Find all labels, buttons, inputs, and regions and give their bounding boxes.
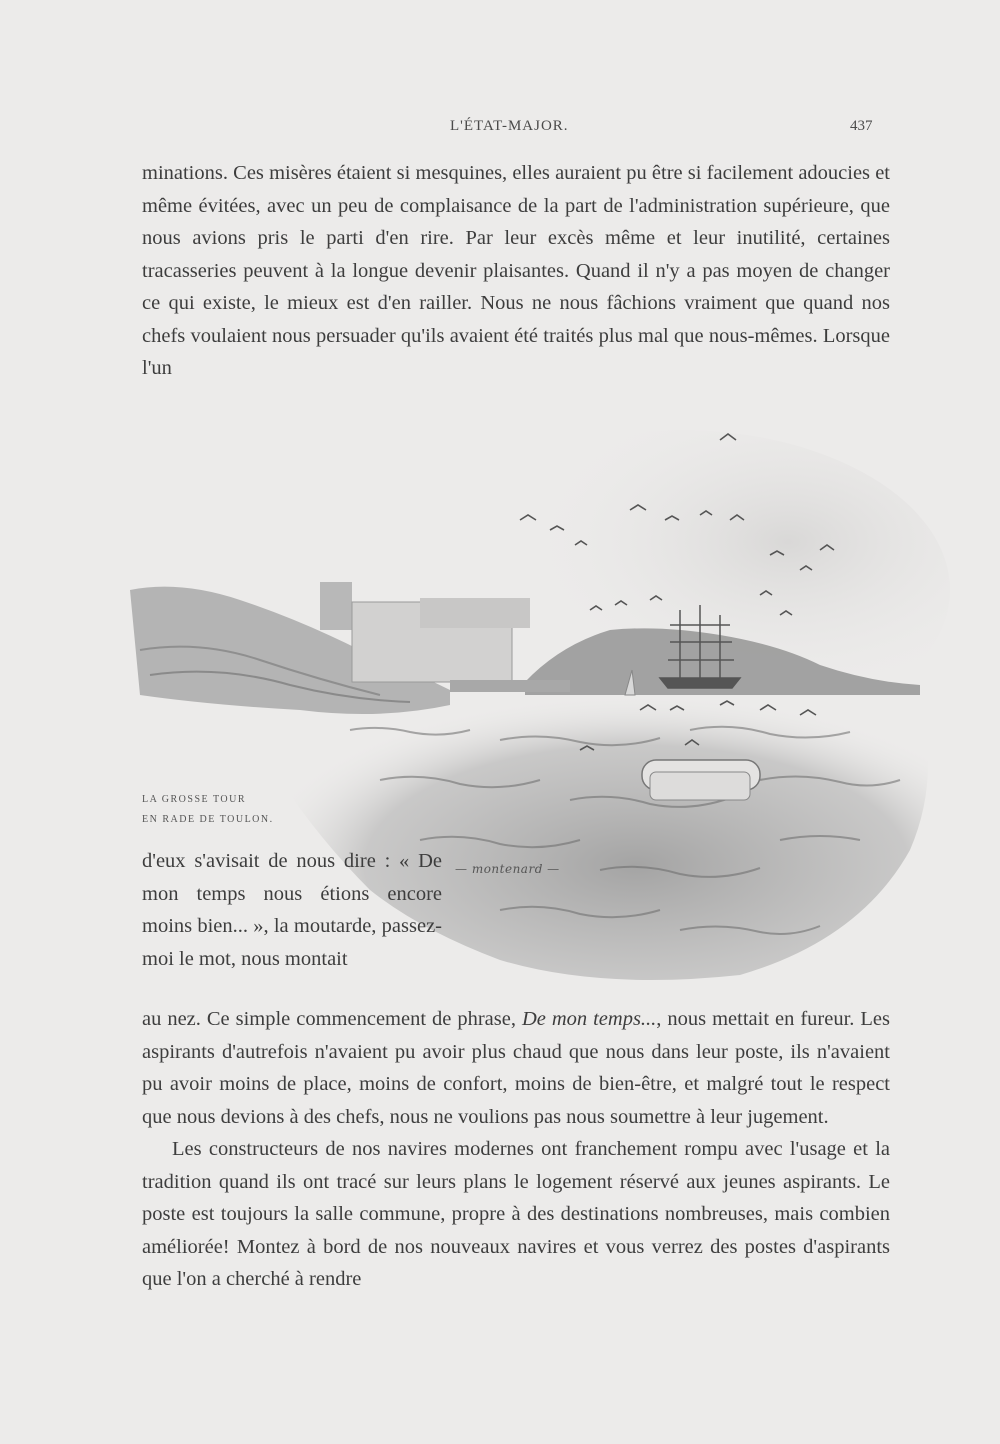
wrap-paragraph: d'eux s'avisait de nous dire : « De mon temps nous étions encore moins bien... », la moutarde, passez-moi le mot, nous montait — [142, 850, 442, 970]
artist-signature: — montenard — — [455, 862, 560, 876]
continuation-part-1: au nez. Ce simple commencement de phrase, — [142, 1008, 522, 1030]
last-paragraph: Les constructeurs de nos navires modernes ont franchement rompu avec l'usage et la tradition quand ils ont tracé sur leurs plans le logement réservé aux jeunes aspirants. Le poste est toujours la salle commune, propre à des destinations nombreuses, mais combien améliorée! Montez à bord de nos nouveaux navires et vous verrez des postes d'aspirants que l'on a cherché à rendre — [142, 1138, 890, 1290]
continuation-part-2: , nous mettait en fureur. Les aspirants d'autrefois n'avaient pu avoir plus chaud que nous dans leur poste, ils n'avaient pu avoir moins de place, moins de confort, moins de bien-être, et malgré tout le respect que nous devions à des chefs, nous ne voulions pas nous soumettre à leur jugement. — [142, 1008, 890, 1128]
caption-line-1: LA GROSSE TOUR — [142, 794, 246, 805]
continuation-italic: De mon temps... — [521, 1008, 657, 1030]
top-text-block — [142, 157, 890, 385]
wrap-text-block — [142, 845, 442, 975]
tower — [320, 582, 352, 630]
running-head — [0, 118, 1000, 142]
top-paragraph: minations. Ces misères étaient si mesquines, elles auraient pu être si facilement adoucies et même évitées, avec un peu de complaisance de la part de l'administration supérieure, que nous avions pris le parti d'en rire. Par leur excès même et leur inutilité, certaines tracasseries peuvent à la longue devenir plaisantes. Quand il n'y a pas moyen de changer ce qui existe, le mieux est d'en railler. Nous ne nous fâchions vraiment que quand nos chefs voulaient nous persuader qu'ils avaient été traités plus mal que nous-mêmes. Lorsque l'un — [142, 162, 890, 379]
page-number: 437 — [850, 118, 873, 134]
continuation-paragraph — [142, 1003, 890, 1133]
bottom-text-block — [142, 1003, 890, 1296]
caption-line-2: EN RADE DE TOULON. — [142, 814, 274, 825]
illustration-caption — [142, 790, 312, 830]
running-title: L'ÉTAT-MAJOR. — [450, 118, 569, 134]
